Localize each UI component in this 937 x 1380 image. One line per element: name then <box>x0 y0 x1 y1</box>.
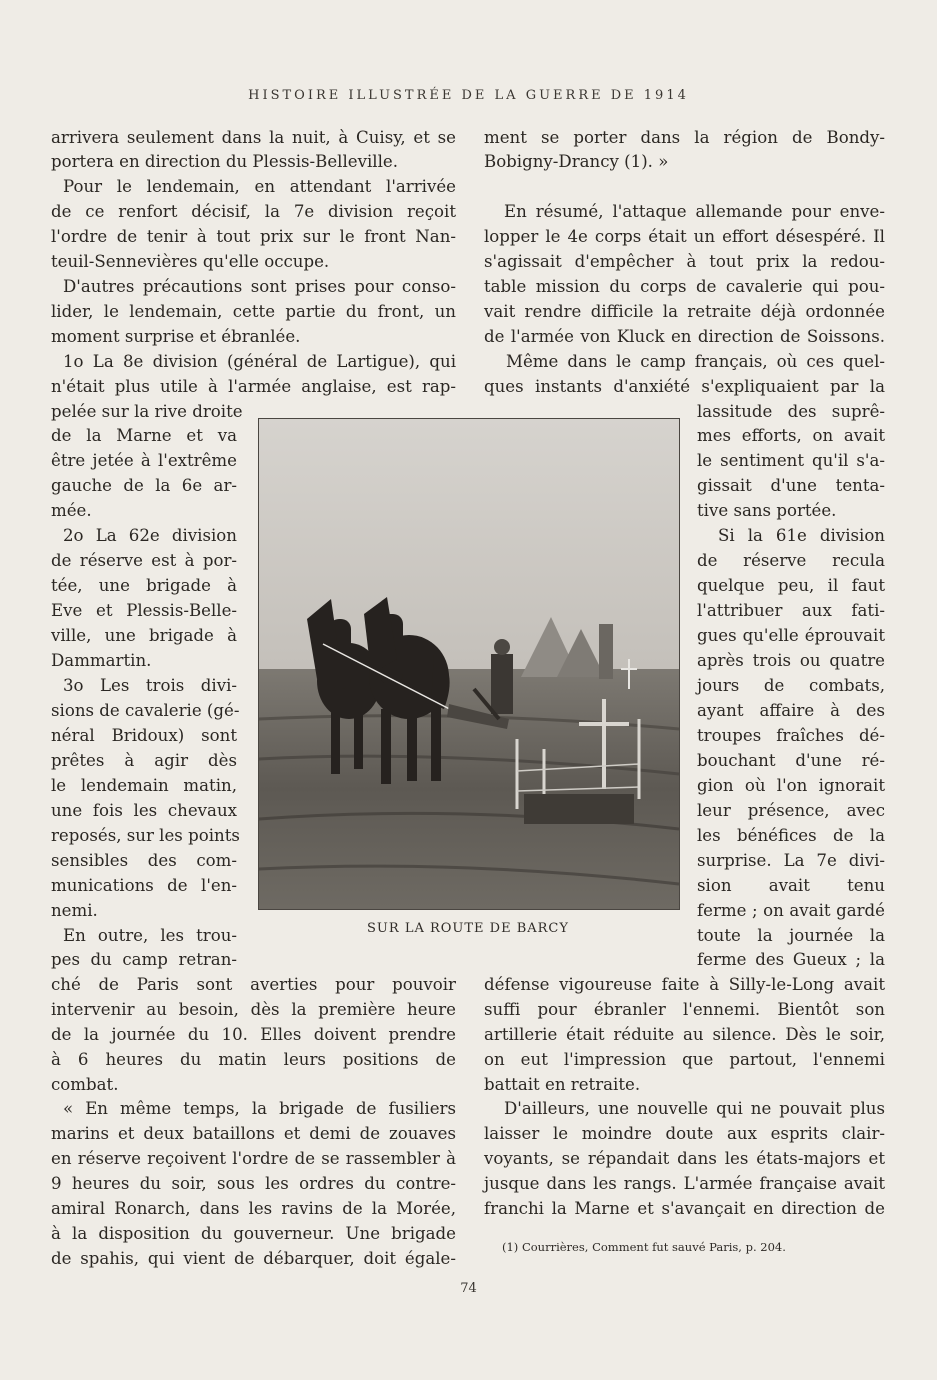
left-text-line: sions de cavalerie (gé- <box>51 701 240 720</box>
right-text-line: ques instants d'anxiété s'expliquaient par la <box>484 377 885 396</box>
left-text-line: tée, une brigade à <box>51 576 237 595</box>
right-text-line: lopper le 4e corps était un effort désespéré. Il <box>484 227 885 246</box>
right-text-line: ment se porter dans la région de Bondy- <box>484 128 885 147</box>
plowing-scene-illustration <box>259 419 679 909</box>
left-text-line: être jetée à l'extrême <box>51 451 237 470</box>
right-text-line: franchi la Marne et s'avançait en direction de <box>484 1199 885 1218</box>
left-text-line: pelée sur la rive droite <box>51 402 243 421</box>
left-text-line: de spahis, qui vient de débarquer, doit égale- <box>51 1249 456 1268</box>
right-text-line: de réserve recula <box>697 551 885 570</box>
right-text-line: défense vigoureuse faite à Silly-le-Long avait <box>484 975 885 994</box>
left-text-line: pes du camp retran- <box>51 950 237 969</box>
right-text-line: surprise. La 7e divi- <box>697 851 885 870</box>
right-text-line: toute la journée la <box>697 926 885 945</box>
right-text-line: ferme des Gueux ; la <box>697 950 885 969</box>
left-text-line: en réserve reçoivent l'ordre de se rassembler à <box>51 1149 456 1168</box>
right-text-line: voyants, se répandait dans les états-majors et <box>484 1149 885 1168</box>
right-text-line: table mission du corps de cavalerie qui pou- <box>484 277 885 296</box>
right-text-line: après trois ou quatre <box>697 651 885 670</box>
left-text-line: marins et deux bataillons et demi de zouaves <box>51 1124 456 1143</box>
left-text-line: arrivera seulement dans la nuit, à Cuisy, et se <box>51 128 456 147</box>
left-text-line: sensibles des com- <box>51 851 237 870</box>
left-text-line: gauche de la 6e ar- <box>51 476 237 495</box>
left-text-line: néral Bridoux) sont <box>51 726 237 745</box>
right-text-line: ferme ; on avait gardé <box>697 901 885 920</box>
left-text-line: de la journée du 10. Elles doivent prendre <box>51 1025 456 1044</box>
right-text-line: leur présence, avec <box>697 801 885 820</box>
left-text-line: 9 heures du soir, sous les ordres du contre- <box>51 1174 456 1193</box>
left-text-line: de la Marne et va <box>51 426 237 445</box>
right-text-line: gion où l'on ignorait <box>697 776 885 795</box>
right-text-line: l'attribuer aux fati- <box>697 601 885 620</box>
left-text-line: portera en direction du Plessis-Belleville. <box>51 152 398 171</box>
right-text-line: suffi pour ébranler l'ennemi. Bientôt son <box>484 1000 885 1019</box>
left-text-line: reposés, sur les points <box>51 826 240 845</box>
right-text-line: artillerie était réduite au silence. Dès le soir, <box>484 1025 885 1044</box>
right-text-line: troupes fraîches dé- <box>697 726 885 745</box>
photograph-plowing-horses <box>258 418 680 910</box>
right-text-line: le sentiment qu'il s'a- <box>697 451 885 470</box>
left-text-line: Dammartin. <box>51 651 152 670</box>
left-text-line: D'autres précautions sont prises pour conso- <box>63 277 456 296</box>
footnote: (1) Courrières, Comment fut sauvé Paris, p. 204. <box>502 1240 786 1254</box>
running-header: HISTOIRE ILLUSTRÉE DE LA GUERRE DE 1914 <box>248 88 689 103</box>
right-text-line: de l'armée von Kluck en direction de Soissons. <box>484 327 885 346</box>
right-text-line: tive sans portée. <box>697 501 837 520</box>
right-text-line: jusque dans les rangs. L'armée française avait <box>484 1174 885 1193</box>
left-text-line: une fois les chevaux <box>51 801 237 820</box>
right-text-line: s'agissait d'empêcher à tout prix la redou- <box>484 252 885 271</box>
left-text-line: intervenir au besoin, dès la première heure <box>51 1000 456 1019</box>
left-text-line: de ce renfort décisif, la 7e division reçoit <box>51 202 456 221</box>
left-text-line: moment surprise et ébranlée. <box>51 327 301 346</box>
left-text-line: 3o Les trois divi- <box>63 676 237 695</box>
right-text-line: gues qu'elle éprouvait <box>697 626 885 645</box>
left-text-line: « En même temps, la brigade de fusiliers <box>63 1099 456 1118</box>
right-text-line: Bobigny-Drancy (1). » <box>484 152 669 171</box>
left-text-line: combat. <box>51 1075 119 1094</box>
left-text-line: lider, le lendemain, cette partie du front, un <box>51 302 456 321</box>
right-text-line: gissait d'une tenta- <box>697 476 885 495</box>
left-text-line: prêtes à agir dès <box>51 751 237 770</box>
right-text-line: les bénéfices de la <box>697 826 885 845</box>
page-number: 74 <box>460 1281 477 1296</box>
left-text-line: 2o La 62e division <box>63 526 237 545</box>
left-text-line: ville, une brigade à <box>51 626 237 645</box>
figure-caption: SUR LA ROUTE DE BARCY <box>367 921 569 936</box>
left-text-line: ché de Paris sont averties pour pouvoir <box>51 975 456 994</box>
right-text-line: on eut l'impression que partout, l'ennemi <box>484 1050 885 1069</box>
right-text-line: Même dans le camp français, où ces quel- <box>506 352 885 371</box>
left-text-line: amiral Ronarch, dans les ravins de la Morée, <box>51 1199 456 1218</box>
left-text-line: de réserve est à por- <box>51 551 237 570</box>
right-text-line: D'ailleurs, une nouvelle qui ne pouvait plus <box>504 1099 885 1118</box>
right-text-line: laisser le moindre doute aux esprits clair- <box>484 1124 885 1143</box>
right-text-line: En résumé, l'attaque allemande pour enve- <box>504 202 885 221</box>
left-text-line: nemi. <box>51 901 98 920</box>
left-text-line: n'était plus utile à l'armée anglaise, est rap- <box>51 377 456 396</box>
left-text-line: Pour le lendemain, en attendant l'arrivée <box>63 177 456 196</box>
left-text-line: mée. <box>51 501 92 520</box>
right-text-line: vait rendre difficile la retraite déjà ordonnée <box>484 302 885 321</box>
right-text-line: lassitude des suprê- <box>697 402 885 421</box>
right-text-line: mes efforts, on avait <box>697 426 885 445</box>
left-text-line: l'ordre de tenir à tout prix sur le front Nan- <box>51 227 456 246</box>
right-text-line: sion avait tenu <box>697 876 885 895</box>
right-text-line: quelque peu, il faut <box>697 576 885 595</box>
right-text-line: bouchant d'une ré- <box>697 751 885 770</box>
left-text-line: à 6 heures du matin leurs positions de <box>51 1050 456 1069</box>
right-text-line: jours de combats, <box>697 676 885 695</box>
right-text-line: Si la 61e division <box>718 526 885 545</box>
left-text-line: En outre, les trou- <box>63 926 237 945</box>
left-text-line: à la disposition du gouverneur. Une brigade <box>51 1224 456 1243</box>
right-text-line: battait en retraite. <box>484 1075 641 1094</box>
right-text-line: ayant affaire à des <box>697 701 885 720</box>
left-text-line: munications de l'en- <box>51 876 237 895</box>
left-text-line: 1o La 8e division (général de Lartigue), qui <box>63 352 456 371</box>
left-text-line: le lendemain matin, <box>51 776 237 795</box>
left-text-line: teuil-Sennevières qu'elle occupe. <box>51 252 330 271</box>
left-text-line: Eve et Plessis-Belle- <box>51 601 237 620</box>
